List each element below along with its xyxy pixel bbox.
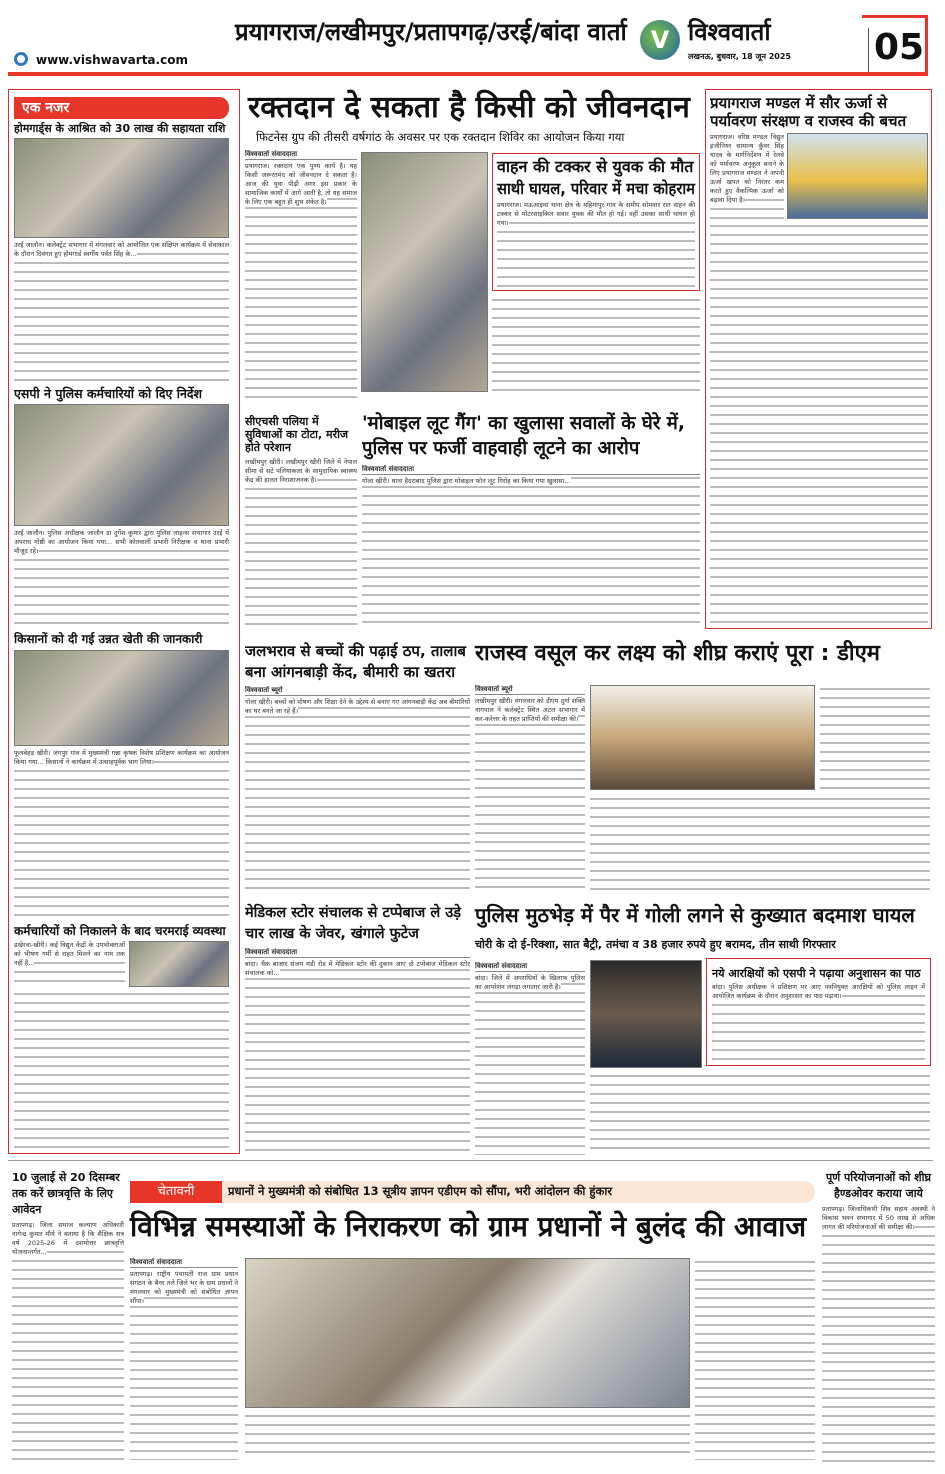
photo-cheque-handover bbox=[14, 138, 229, 238]
article-body: विश्ववार्ता संवाददाता प्रयागराज। रक्तदान एक पुण्य कार्य है। यह किसी जरूरतमंद को जीवनदान दे सकता है। आज की युवा पीढ़ी अगर इस प्रकार के सामाजिक कार्यों में आगे आती है, तो यह समाज के लिए एक बहुत ही शुभ संकेत है। bbox=[245, 150, 357, 398]
article-body: प्रतापगढ़। जिलाधिकारी शिव सहाय अवस्थी ने विकास भवन सभागार में 50 लाख से अधिक लागत की परियोजनाओं की समीक्षा की। bbox=[822, 1205, 935, 1462]
article-body: विश्ववार्ता संवाददाता बांदा। चैक बाजार संजय मंडी रोड में मेडिकल स्टोर की दुकान आए दो टप्पेबाज मेडिकल स्टोर संचालक को... bbox=[245, 948, 470, 1155]
article-body: प्रयागराज। मऊआइमा थाना क्षेत्र के महिमापुर गांव के समीप सोमवार रात वाहन की टक्कर से मोटरसाइकिल सवार युवक की मौत हो गई। वहीं उसका साथी घायल हो गया। bbox=[497, 201, 695, 287]
discipline-box bbox=[706, 958, 931, 1066]
page-number-box bbox=[862, 15, 928, 75]
edition-title: प्रयागराज/लखीमपुर/प्रतापगढ़/उरई/बांदा वार्ता bbox=[235, 18, 627, 46]
article-body: प्रतापगढ़। जिला समाज कल्याण अधिकारी नागेन्द्र कुमार मौर्य ने बताया है कि शैक्षिक सत्र वर्ष 2025-26 में दशमोत्तर छात्रवृत्ति योजनान्तर्गत... bbox=[12, 1221, 124, 1462]
brand-logo: V bbox=[640, 20, 680, 60]
headline: होमगार्ड्स के आश्रित को 30 लाख की सहायता राशि bbox=[14, 122, 226, 135]
photo-village-heads-memorandum bbox=[245, 1258, 690, 1408]
medical-stack bbox=[245, 903, 470, 1155]
mobile-gang-stack bbox=[362, 412, 700, 626]
browser-icon bbox=[14, 52, 28, 66]
headline: प्रयागराज मण्डल में सौर ऊर्जा से पर्यावरण संरक्षण व राजस्व की बचत bbox=[710, 94, 907, 130]
photo-police-meeting bbox=[14, 404, 229, 526]
subhead: चोरी के दो ई-रिक्शा, सात बैट्री, तमंचा व 38 हजार रुपये हुए बरामद, तीन साथी गिरफ्तार bbox=[475, 938, 836, 951]
photo-railway-station bbox=[787, 133, 928, 219]
headline: मेडिकल स्टोर संचालक से टप्पेबाज ले उड़े चार लाख के जेवर, खंगाले फुटेज bbox=[245, 905, 461, 943]
section-label: एक नजर bbox=[14, 97, 229, 119]
article-body: विश्ववार्ता ब्यूरो गोला खीरी। बच्चों को पोषण और शिक्षा देने के उद्देश्य से बनाए गए आंगनबाड़ी केंद्र अब बीमारियों का घर बनते जा रहे हैं। bbox=[245, 686, 470, 895]
article-body-cont bbox=[14, 990, 229, 1149]
chc-stack bbox=[245, 415, 357, 626]
headline: साथी घायल, परिवार में मचा कोहराम bbox=[497, 179, 695, 199]
article-body: लखीमपुर खीरी। लखीमपुर खीरी जिले में नेपाल सीमा से सटे पलियाकलां के सामुदायिक स्वास्थ्य केंद्र की हालत निराशाजनक है। bbox=[245, 458, 357, 626]
accident-box bbox=[492, 153, 700, 291]
headline: राजस्व वसूल कर लक्ष्य को शीघ्र कराएं पूरा : डीएम bbox=[475, 641, 880, 666]
warning-tag: चेतावनी bbox=[130, 1181, 222, 1203]
article-body-cont bbox=[590, 1072, 930, 1155]
headline: कर्मचारियों को निकालने के बाद चरमराई व्यवस्था bbox=[14, 923, 226, 938]
article-body-cont bbox=[492, 296, 700, 396]
article-body: विश्ववार्ता संवाददाता प्रतापगढ़। राष्ट्रीय पंचायती राज ग्राम प्रधान संगठन के बैनर तले जिले भर के ग्राम प्रधानों ने मंगलवार को मुख्यमंत्री को संबोधित ज्ञापन सौंपा। bbox=[130, 1258, 238, 1460]
article-body: उरई जालौन। कलेक्ट्रेट सभागार में मंगलवार को आयोजित एक संक्षिप्त कार्यक्रम में सेवाकाल के दौरान दिवंगत हुए होमगार्ड स्वर्गीय पर्वत सिंह के... bbox=[14, 241, 229, 383]
section-divider bbox=[8, 1160, 933, 1161]
headline: सीएचसी पलिया में सुविधाओं का टोटा, मरीज होते परेशान bbox=[245, 415, 349, 455]
photo-arrested-accused bbox=[590, 960, 702, 1068]
lead-headline: रक्तदान दे सकता है किसी को जीवनदान bbox=[248, 90, 690, 125]
waterlogging-stack bbox=[245, 641, 470, 895]
page-number: 05 bbox=[874, 27, 925, 68]
headline: एसपी ने पुलिस कर्मचारियों को दिए निर्देश bbox=[14, 386, 203, 402]
headline: पूर्ण परियोजनाओं को शीघ्र हैण्डओवर कराया जाये bbox=[826, 1171, 931, 1200]
headline: नये आरक्षियों को एसपी ने पढ़ाया अनुशासन का पाठ bbox=[712, 967, 921, 980]
left-stack bbox=[14, 97, 229, 1149]
solar-stack bbox=[710, 94, 928, 624]
header-rule bbox=[8, 72, 928, 76]
brand-name: विश्ववार्ता bbox=[688, 18, 771, 46]
article-body-cont bbox=[710, 222, 928, 624]
dateline: लखनऊ, बुधवार, 18 जून 2025 bbox=[688, 52, 791, 61]
article-body: ढखेरवा-खीरी। कई विद्युत केंद्रों के उपभोक्ताओं को भीषण गर्मी से राहत मिलने का नाम तक नहीं है... bbox=[14, 941, 125, 987]
article-body-cont bbox=[245, 1412, 690, 1460]
headline: किसानों को दी गई उन्नत खेती की जानकारी bbox=[14, 632, 203, 647]
article-body: बांदा। पुलिस अधीक्षक ने प्रशिक्षण पर आए नवनियुक्त आरक्षियों को पुलिस लाइन में आयोजित कार्यक्रम के दौरान अनुशासन का पाठ पढ़ाया। bbox=[712, 983, 925, 1061]
headline: विभिन्न समस्याओं के निराकरण को ग्राम प्रधानों ने बुलंद की आवाज bbox=[130, 1210, 807, 1243]
article-body-cont bbox=[590, 795, 930, 895]
photo-farmers bbox=[14, 650, 229, 746]
website-url[interactable]: www.vishwavarta.com bbox=[36, 53, 188, 67]
headline: वाहन की टक्कर से युवक की मौत bbox=[497, 157, 694, 176]
headline: 10 जुलाई से 20 दिसम्बर तक करें छात्रवृत्ति के लिए आवेदन bbox=[12, 1171, 120, 1216]
article-body: विश्ववार्ता संवाददाता गोला खीरी। थाना हैदराबाद पुलिस द्वारा मोबाइल फोन लूट गिरोह का किया गया खुलासा... bbox=[362, 465, 700, 626]
article-body: उरई जालौन। पुलिस अधीक्षक जालौन डा दुर्गेश कुमार द्वारा पुलिस लाइन्स सभागार उरई में अपराध गोष्ठी का आयोजन किया गया... सभी कोतवाली प्रभारी निरीक्षक व थाना प्रभारी मौजूद रहे। bbox=[14, 529, 229, 629]
handover-stack bbox=[822, 1170, 935, 1462]
article-body-cont bbox=[695, 1258, 815, 1460]
kicker: प्रधानों ने मुख्यमंत्री को संबोधित 13 सूत्रीय ज्ञापन एडीएम को सौंपा, भरी आंदोलन की हुंकार bbox=[228, 1184, 613, 1198]
headline: जलभराव से बच्चों की पढ़ाई ठप, तालाब बना आंगनबाड़ी केंद, बीमारी का खतरा bbox=[245, 642, 466, 681]
headline: पुलिस मुठभेड़ में पैर में गोली लगने से कुख्यात बदमाश घायल bbox=[475, 903, 915, 927]
lead-subhead: फिटनेस ग्रुप की तीसरी वर्षगांठ के अवसर पर एक रक्तदान शिविर का आयोजन किया गया bbox=[256, 130, 625, 144]
photo-power-station bbox=[129, 941, 229, 987]
photo-blood-donation-collage bbox=[361, 152, 488, 392]
article-body: विश्ववार्ता ब्यूरो लखीमपुर खीरी। मंगलवार को डीएम दुर्गा शक्ति नागपाल ने कलेक्ट्रेट स्थित अटल सभागार में कर-करेत्तर के तहत प्राप्तियों की समीक्षा की। bbox=[475, 685, 585, 895]
article-body: विश्ववार्ता संवाददाता बांदा। जिले में अपराधियों के खिलाफ पुलिस का आपरेशन लंगड़ा लगातार जारी है। bbox=[475, 962, 585, 1155]
headline: 'मोबाइल लूट गैंग' का खुलासा सवालों के घेरे में, पुलिस पर फर्जी वाहवाही लूटने का आरोप bbox=[362, 413, 685, 459]
article-body: फूलबेहड़ खीरी। जंगपुर गांव में मुख्यमंत्री गन्ना कृषक विशेष प्रशिक्षण कार्यक्रम का आयोजन किया गया... किसानों ने कार्यक्रम में उत्साहपूर्वक भाग लिया। bbox=[14, 749, 229, 921]
article-body: प्रयागराज। वरिष्ठ मण्डल विद्युत इंजीनियर सामान्य कुँवर सिंह यादव के मार्गनिर्देशन में रेलवे को पर्यावरण अनुकूल बनाने के लिए प्रयागराज मण्डल ने अपनी ऊर्जा खपत को निरंतर कम करते हुए वैकल्पिक ऊर्जा को बढ़ावा दिया है। bbox=[710, 133, 784, 219]
scholarship-stack bbox=[12, 1170, 124, 1462]
article-body-cont bbox=[820, 685, 930, 790]
photo-dm-meeting bbox=[590, 685, 815, 790]
